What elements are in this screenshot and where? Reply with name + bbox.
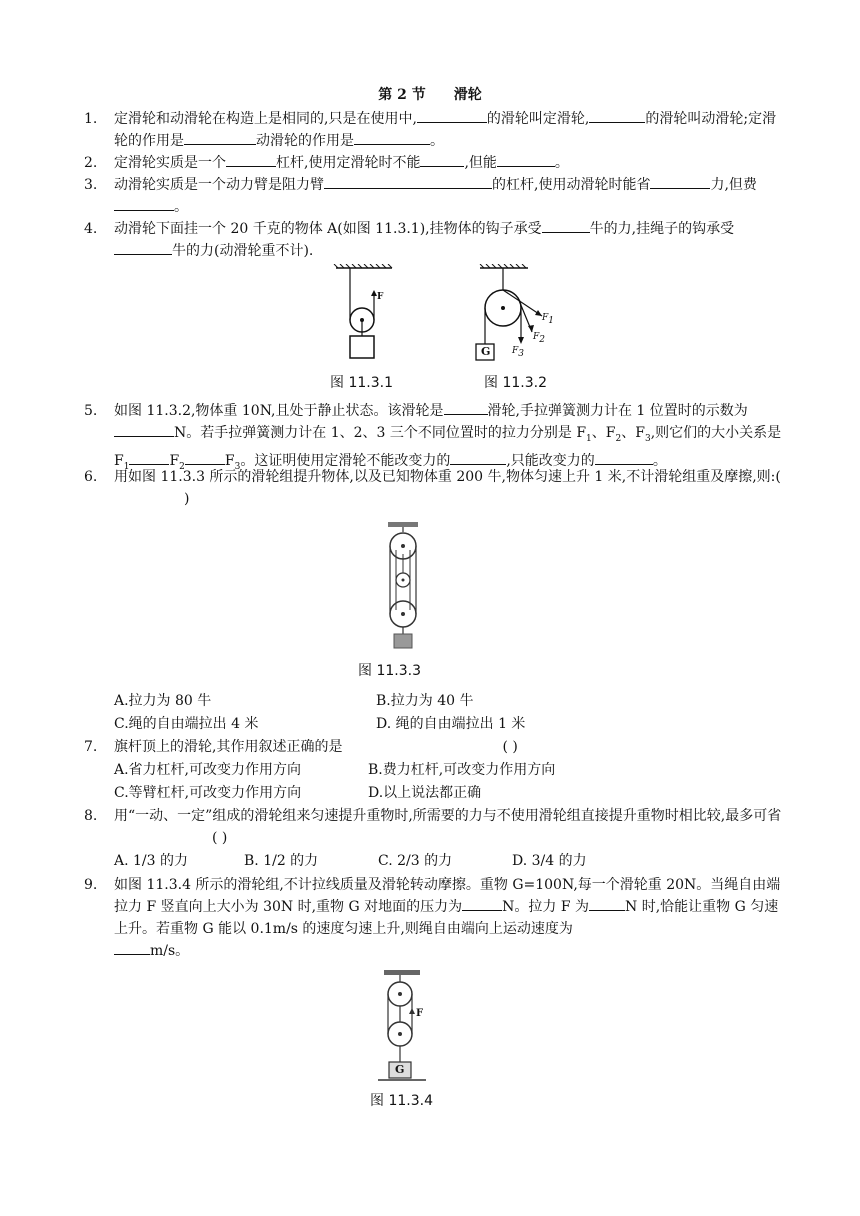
- question-text: 、F: [591, 425, 616, 441]
- option-a[interactable]: A.省力杠杆,可改变力作用方向: [114, 762, 302, 778]
- question-text: ,只能改变力的: [506, 452, 595, 469]
- question-text: 的滑轮叫定滑轮,: [486, 111, 590, 127]
- question-text: 牛的力,挂绳子的钩承受: [589, 221, 735, 237]
- option-b[interactable]: B.拉力为 40 牛: [376, 693, 474, 709]
- force-label-F: F: [377, 292, 384, 302]
- answer-paren: ( ): [502, 739, 518, 755]
- option-c[interactable]: C.绳的自由端拉出 4 米: [114, 716, 259, 732]
- option-d[interactable]: D. 3/4 的力: [512, 853, 587, 869]
- answer-blank[interactable]: [114, 240, 172, 255]
- answer-blank[interactable]: [589, 108, 645, 123]
- answer-blank[interactable]: [542, 218, 590, 233]
- question-number: 5.: [84, 403, 98, 419]
- question-8: [84, 805, 784, 849]
- question-text: 。这证明使用定滑轮不能改变力的: [240, 452, 451, 469]
- question-number: 1.: [84, 111, 98, 127]
- question-3: [84, 174, 784, 218]
- question-text: 定滑轮和动滑轮在构造上是相同的,只是在使用中,: [114, 111, 417, 127]
- answer-blank[interactable]: [462, 896, 502, 911]
- weight-label-G: G: [395, 1063, 405, 1076]
- answer-blank[interactable]: [650, 174, 710, 189]
- force-label-F2: $F_2$: [533, 332, 545, 345]
- question-number: 4.: [84, 221, 98, 237]
- question-text: 如图 11.3.2,物体重 10N,且处于静止状态。该滑轮是: [114, 403, 444, 419]
- answer-blank[interactable]: [589, 896, 625, 911]
- answer-blank[interactable]: [497, 152, 555, 167]
- force-label-F1: $F_1$: [542, 313, 554, 326]
- figure-11-3-2: [470, 264, 570, 364]
- question-5: 5. 如图 11.3.2,物体重 10N,且处于静止状态。该滑轮是 滑轮,手拉弹簧测力计在 1 位置时的示数为N。若手拉弹簧测力计在 1、2、3 三个不同位置时的拉力分别是 $F_1$、$F_2$、$F_3$,则它们的大小关系是 $F_1$ $F_2$ $F_3$。这证明使用定滑轮不能改变力的 ,只能改变力的 。: [84, 400, 784, 478]
- answer-blank[interactable]: [324, 174, 492, 189]
- question-text: N 时,恰能让重物 G 匀速上升。若重物 G 能以 0.1m/s 的速度匀速上升,则绳自由端向上运动速度为: [114, 899, 779, 937]
- options-row: [114, 713, 794, 735]
- question-text: 、F: [621, 425, 645, 441]
- question-text: 的滑轮叫动滑轮;定滑轮的作用是: [114, 111, 777, 149]
- answer-blank[interactable]: [185, 450, 225, 465]
- answer-blank[interactable]: [114, 196, 174, 211]
- question-text: F: [169, 452, 180, 469]
- question-text: 牛的力(动滑轮重不计).: [172, 243, 314, 259]
- question-1: [84, 108, 784, 152]
- answer-blank[interactable]: [184, 130, 256, 145]
- answer-blank[interactable]: [114, 940, 150, 955]
- answer-blank[interactable]: [129, 450, 169, 465]
- question-4: [84, 218, 784, 262]
- question-text: 杠杆,使用定滑轮时不能: [276, 155, 421, 171]
- answer-blank[interactable]: [595, 450, 653, 465]
- option-d[interactable]: D.以上说法都正确: [368, 785, 482, 801]
- question-text: 滑轮,手拉弹簧测力计在 1 位置时的示数为: [487, 403, 748, 419]
- question-number: 3.: [84, 177, 98, 193]
- question-text: 动滑轮下面挂一个 20 千克的物体 A(如图 11.3.1),挂物体的钩子承受: [114, 221, 542, 237]
- answer-blank[interactable]: [354, 130, 430, 145]
- movable-pulley-diagram: [330, 264, 400, 364]
- figure-caption: 图 11.3.4: [370, 1093, 433, 1109]
- options-row: [114, 690, 794, 712]
- question-6: [84, 466, 784, 510]
- question-number: 6.: [84, 469, 98, 485]
- question-text: ,但能: [464, 155, 497, 171]
- question-text: 。: [554, 155, 569, 171]
- options-row: [114, 850, 794, 872]
- question-text: 。: [652, 452, 667, 469]
- figure-11-3-3: [380, 520, 426, 650]
- options-row: [114, 759, 794, 781]
- question-number: 7.: [84, 739, 98, 755]
- question-9: [84, 874, 784, 962]
- question-text: N。拉力 F 为: [502, 899, 589, 915]
- option-c[interactable]: C.等臂杠杆,可改变力作用方向: [114, 785, 302, 801]
- answer-paren: ): [184, 491, 190, 507]
- question-number: 2.: [84, 155, 98, 171]
- section-number: 第 2 节: [378, 87, 426, 103]
- question-7: [84, 736, 784, 758]
- figure-11-3-4: [378, 968, 428, 1086]
- page-title: [0, 84, 860, 104]
- question-text: ,则它们的大小关系是 F: [114, 425, 782, 469]
- figure-11-3-1: [330, 264, 400, 364]
- question-text: 动滑轮实质是一个动力臂是阻力臂: [114, 177, 324, 193]
- question-text: 的杠杆,使用动滑轮时能省: [492, 177, 651, 193]
- answer-blank[interactable]: [417, 108, 487, 123]
- figure-caption: 图 11.3.3: [358, 663, 421, 679]
- answer-blank[interactable]: [450, 450, 506, 465]
- answer-blank[interactable]: [420, 152, 464, 167]
- question-text: 用“一动、一定”组成的滑轮组来匀速提升重物时,所需要的力与不使用滑轮组直接提升重物时相比较,最多可省: [114, 808, 782, 824]
- options-row: [114, 782, 794, 804]
- option-c[interactable]: C. 2/3 的力: [378, 853, 453, 869]
- option-d[interactable]: D. 绳的自由端拉出 1 米: [376, 716, 526, 732]
- question-number: 8.: [84, 808, 98, 824]
- question-text: N。若手拉弹簧测力计在 1、2、3 三个不同位置时的拉力分别是 F: [174, 425, 587, 441]
- question-text: 动滑轮的作用是: [256, 133, 354, 149]
- question-2: [84, 152, 784, 174]
- force-label-F3: $F_3$: [512, 346, 524, 359]
- force-label-F: F: [416, 1008, 424, 1019]
- question-text: 定滑轮实质是一个: [114, 155, 226, 171]
- answer-paren: ( ): [212, 830, 228, 846]
- question-text: 。: [430, 133, 444, 149]
- figure-caption: 图 11.3.1: [330, 375, 393, 391]
- answer-blank[interactable]: [114, 422, 174, 437]
- question-number: 9.: [84, 877, 98, 893]
- question-text: 。: [174, 199, 188, 215]
- pulley-block-diagram: [380, 520, 426, 650]
- question-text: 用如图 11.3.3 所示的滑轮组提升物体,以及已知物体重 200 牛,物体匀速上升 1 米,不计滑轮组重及摩擦,则:(: [114, 469, 781, 485]
- question-text: m/s。: [150, 943, 190, 959]
- option-b[interactable]: B.费力杠杆,可改变力作用方向: [368, 762, 556, 778]
- option-b[interactable]: B. 1/2 的力: [244, 853, 319, 869]
- figure-caption: 图 11.3.2: [484, 375, 547, 391]
- question-text: F: [224, 452, 235, 469]
- option-a[interactable]: A. 1/3 的力: [114, 853, 188, 869]
- answer-blank[interactable]: [226, 152, 276, 167]
- question-text: 旗杆顶上的滑轮,其作用叙述正确的是: [114, 739, 343, 755]
- question-text: 力,但费: [710, 177, 757, 193]
- answer-blank[interactable]: [444, 400, 488, 415]
- question-text: 如图 11.3.4 所示的滑轮组,不计拉线质量及滑轮转动摩擦。重物 G=100N,每一个滑轮重 20N。当绳自由端拉力 F 竖直向上大小为 30N 时,重物 G 对地面的压力为: [114, 877, 781, 915]
- option-a[interactable]: A.拉力为 80 牛: [114, 693, 212, 709]
- section-name: 滑轮: [453, 87, 482, 103]
- weight-label-G: G: [481, 345, 491, 358]
